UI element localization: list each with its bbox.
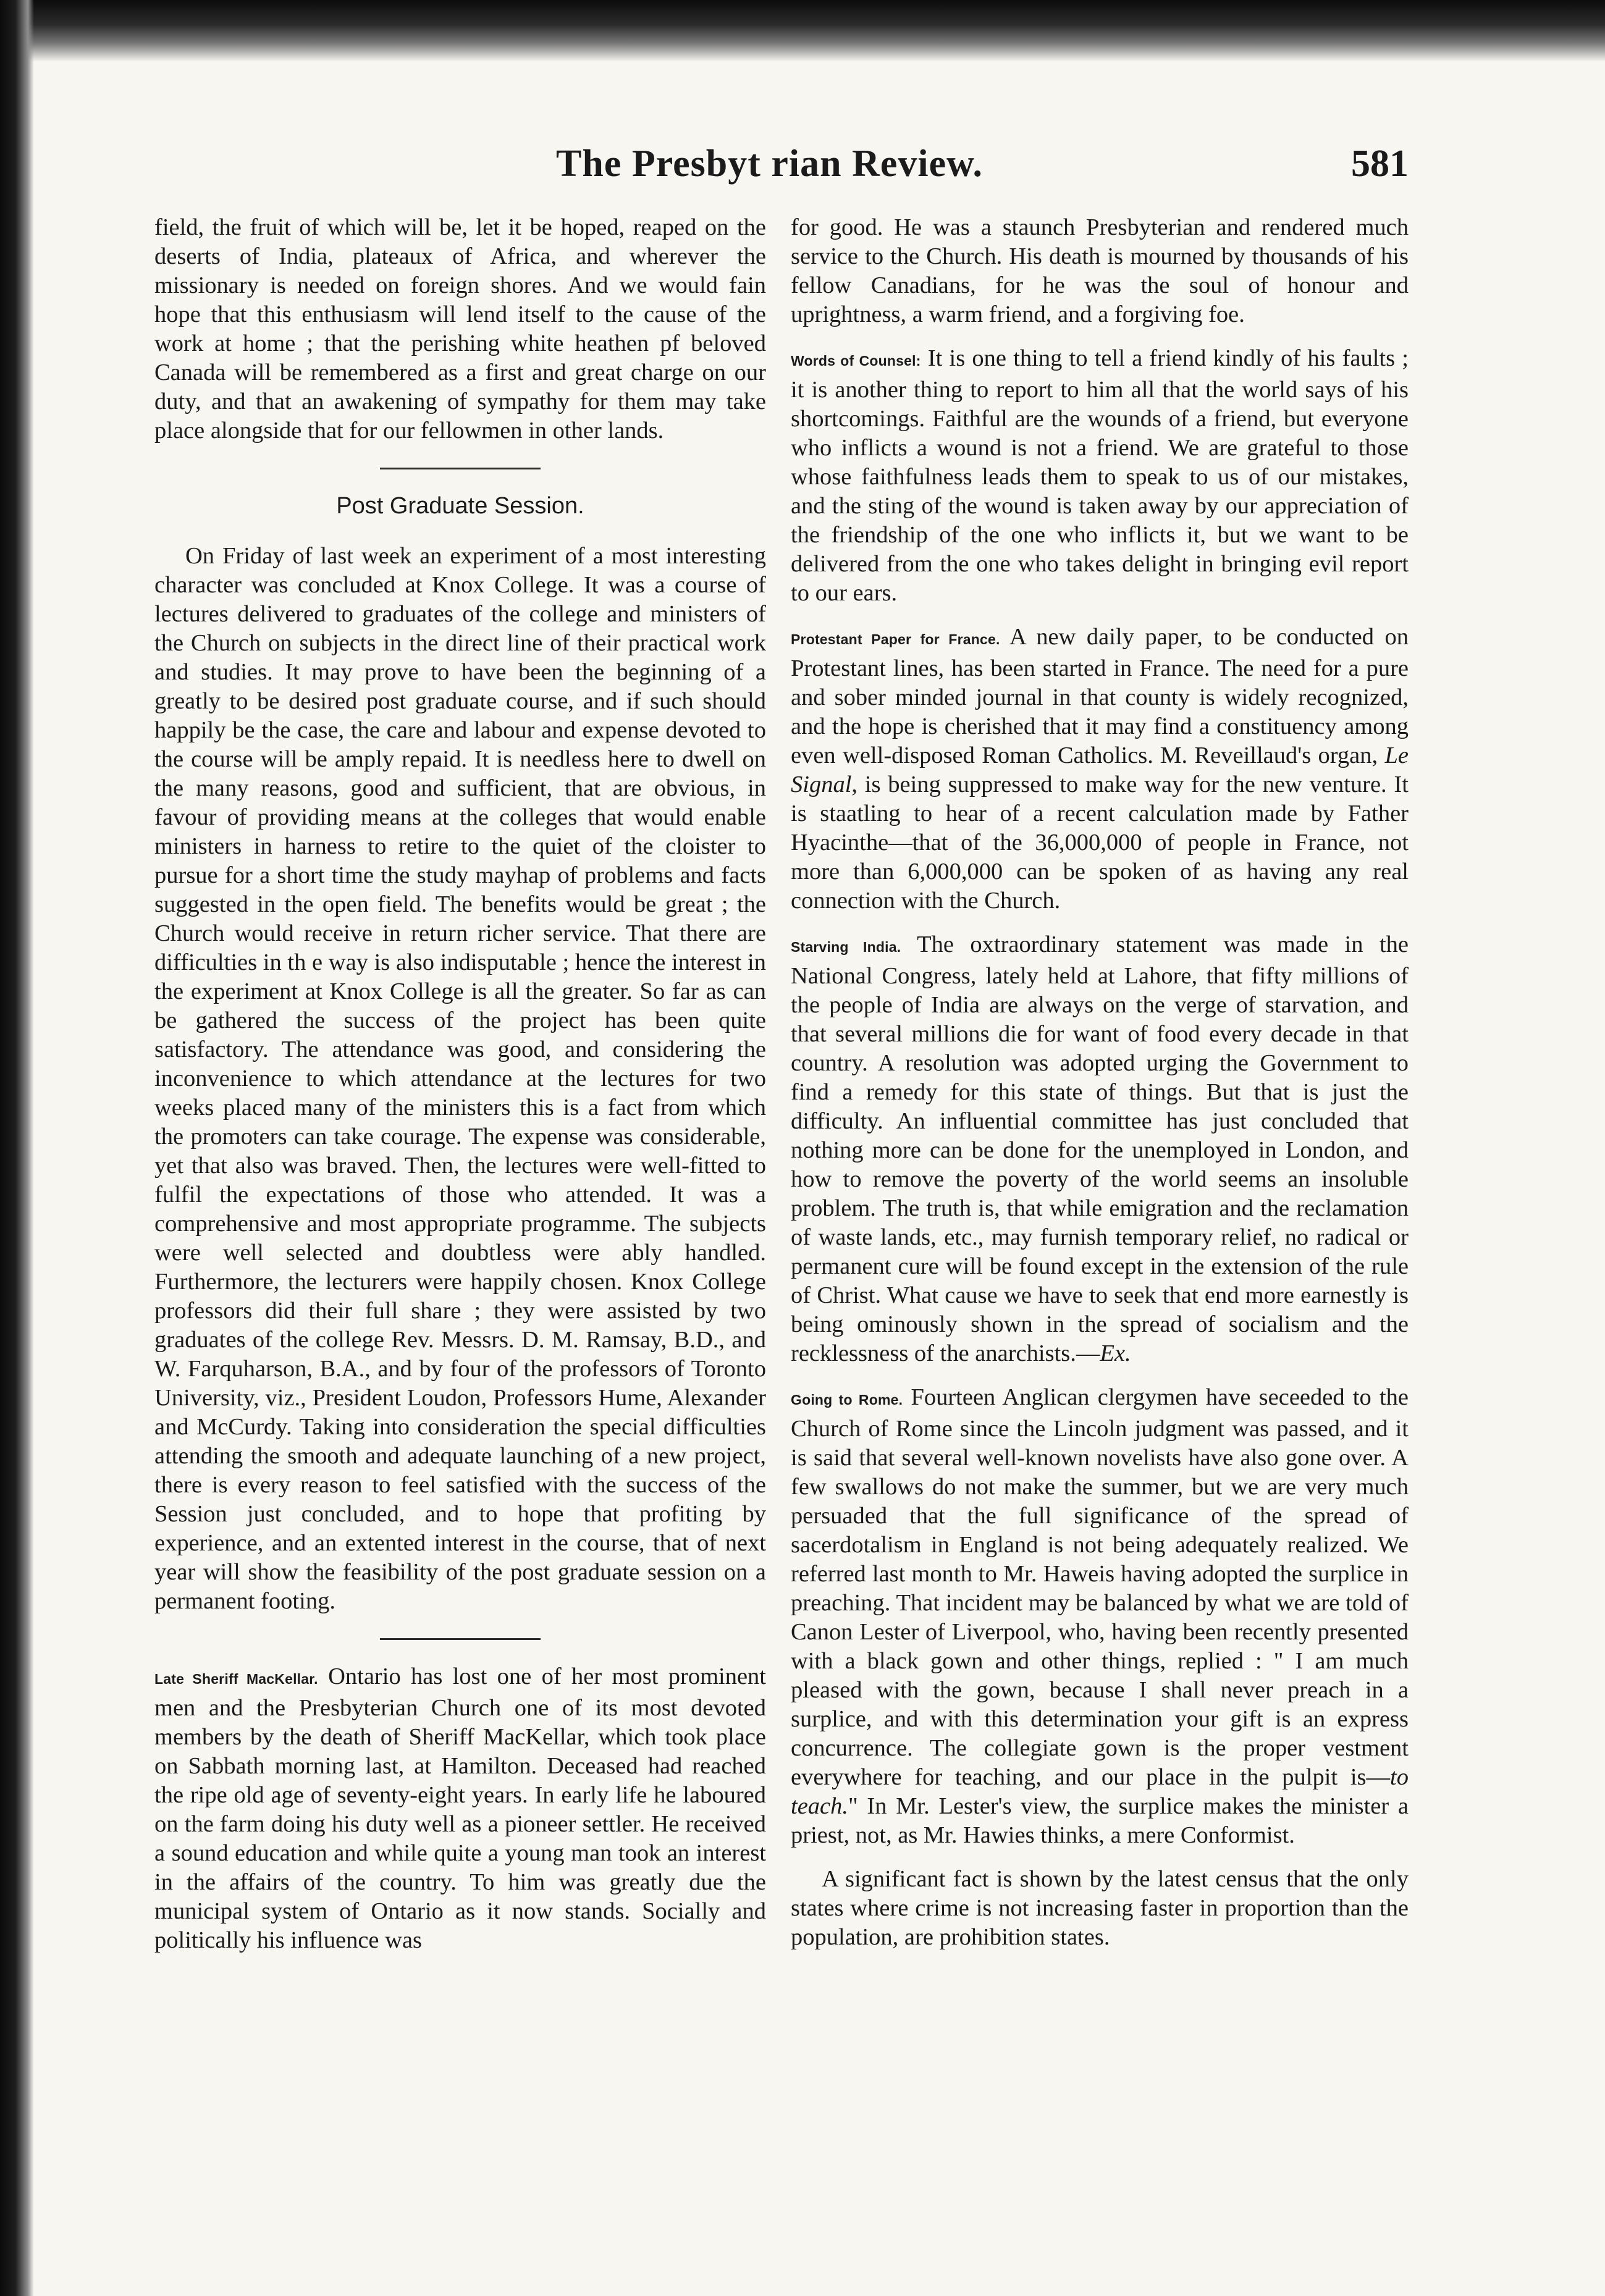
paragraph-paper <box>791 623 1409 915</box>
paragraph-census: A significant fact is shown by the latest census that the only states where crime is not increasing faster in proportion than the population, are prohibition states. <box>791 1866 1409 1950</box>
scan-edge-top <box>0 0 1605 62</box>
paragraph-rome <box>791 1383 1409 1850</box>
paragraph-missions: field, the fruit of which will be, let it be hoped, reaped on the deserts of India, plateaux of Africa, and wherever the missionary is needed on foreign shores. And we would fain hope that this enthusiasm will lend itself to the cause of the work at home ; that the perishing white heathen pf beloved Canada will be remembered as a first and great charge on our duty, and that an awakening of sympathy for them may take place alongside that for our fellowmen in other lands. <box>154 214 766 444</box>
paragraph-india-source: Ex. <box>1100 1340 1131 1366</box>
paragraph-india-text: The oxtraordinary statement was made in the National Congress, lately held at Lahore, that fifty millions of the people of India are always on the verge of starvation, and that several millions die for want of food every decade in that country. A resolution was adopted urging the Government to find a remedy for this state of things. But that is just the difficulty. An influential committee has just concluded that nothing more can be done for the unemployed in London, and how to remove the poverty of the world seems an insoluble problem. The truth is, that while emigration and the reclamation of waste lands, etc., may furnish temporary relief, no radical or permanent cure will be found except in the extension of the rule of Christ. What cause we have to seek that end more earnestly is being ominously shown in the spread of socialism and the recklessness of the anarchists.— <box>791 931 1409 1366</box>
left-column <box>154 213 766 1970</box>
paragraph-post-graduate: On Friday of last week an experiment of a most interesting character was concluded at Knox College. It was a course of lectures delivered to graduates of the college and ministers of the Church on subjects in the direct line of their practical work and studies. It may prove to have been the beginning of a greatly to be desired post graduate course, and if such should happily be the case, the care and labour and expense devoted to the course will be amply repaid. It is needless here to dwell on the many reasons, good and sufficient, that are obvious, in favour of providing means at the colleges that would enable ministers in harness to retire to the quiet of the cloister to pursue for a short time the study mayhap of problems and facts suggested in the open field. The benefits would be great ; the Church would receive in return richer service. That there are difficulties in th e way is also indisputable ; hence the interest in the experiment at Knox College is all the greater. So far as can be gathered the success of the project has been quite satisfactory. The attendance was good, and considering the inconvenience to which attendance at the lectures for two weeks placed many of the ministers this is a fact from which the promoters can take courage. The expense was considerable, yet that also was braved. Then, the lectures were well-fitted to fulfil the expectations of those who attended. It was a comprehensive and most appropriate programme. The subjects were well selected and doubtless were ably handled. Furthermore, the lecturers were happily chosen. Knox College professors did their full share ; they were assisted by two graduates of the college Rev. Messrs. D. M. Ramsay, B.D., and W. Farquharson, B.A., and by four of the professors of Toronto University, viz., President Loudon, Professors Hume, Alexander and McCurdy. Taking into consideration the special difficulties attending the smooth and adequate launching of a new project, there is every reason to feel satisfied with the success of the Session just concluded, and to hope that profiting by experience, and an extented interest in the course, that of next year will show the feasibility of the post graduate session on a permanent footing. <box>154 543 766 1614</box>
paragraph-rome-text-a: Fourteen Anglican clergymen have seceeded to the Church of Rome since the Lincoln judgment was passed, and it is said that several well-known novelists have also gone over. A few swallows do not make the summer, but we are very much persuaded that the full significance of the spread of sacerdotalism in England is not being adequately realized. We referred last month to Mr. Haweis having adopted the surplice in preaching. That incident may be balanced by what we are told of Canon Lester of Liverpool, who, having been recently presented with a black gown and other things, replied : " I am much pleased with the gown, because I shall never preach in a surplice, and with this determination your gift is an express concurrence. The collegiate gown is the proper vestment everywhere for teaching, and our place in the pulpit is— <box>791 1384 1409 1790</box>
scan-edge-left <box>0 0 34 2296</box>
paragraph-paper-text-a: A new daily paper, to be conducted on Protestant lines, has been started in France. The need for a pure and sober minded journal in that county is widely recognized, and the hope is cherished that it may find a constituency among even well-disposed Roman Catholics. M. Reveillaud's organ, <box>791 624 1409 768</box>
paragraph-paper-text-b: , is being suppressed to make way for the new venture. It is staatling to hear of a recent calculation made by Father Hyacinthe—that of the 36,000,000 of people in France, not more than 6,000,000 can be spoken of as having any real connection with the Church. <box>791 772 1409 914</box>
sidehead-paper: Protestant Paper for France. <box>791 631 1000 647</box>
right-column <box>791 213 1409 1967</box>
paragraph-rome-italic: to teach. <box>791 1764 1409 1819</box>
section-divider <box>380 468 541 469</box>
sidehead-mackellar: Late Sheriff MacKellar. <box>154 1671 318 1687</box>
page-number: 581 <box>1351 143 1409 185</box>
section-divider <box>380 1638 541 1640</box>
sidehead-counsel: Words of Counsel: <box>791 353 921 369</box>
paragraph-rome-text-b: " In Mr. Lester's view, the surplice makes the minister a priest, not, as Mr. Hawies thinks, a mere Conformist. <box>791 1793 1409 1848</box>
paragraph-mackellar-text: Ontario has lost one of her most prominent men and the Presbyterian Church one of its most devoted members by the death of Sheriff MacKellar, which took place on Sabbath morning last, at Hamilton. Deceased had reached the ripe old age of seventy-eight years. In early life he laboured on the farm doing his duty well as a pioneer settler. He received a sound education and while quite a young man took an interest in the affairs of the country. To him was greatly due the municipal system of Ontario as it now stands. Socially and politically his influence was <box>154 1663 766 1953</box>
paragraph-counsel <box>791 344 1409 608</box>
paragraph-mackellar-continued: for good. He was a staunch Presbyterian and rendered much service to the Church. His death is mourned by thousands of his fellow Canadians, for he was the soul of honour and uprightness, a warm friend, and a forgiving foe. <box>791 214 1409 327</box>
running-title: The Presbyt rian Review. <box>556 143 984 185</box>
paragraph-paper-italic: Le Signal <box>791 742 1409 797</box>
section-heading-post-graduate: Post Graduate Session. <box>336 493 584 519</box>
sidehead-rome: Going to Rome. <box>791 1392 903 1408</box>
sidehead-india: Starving India. <box>791 939 901 955</box>
paragraph-mackellar <box>154 1662 766 1955</box>
paragraph-counsel-text: It is one thing to tell a friend kindly of his faults ; it is another thing to report to him all that the world says of his shortcomings. Faithful are the wounds of a friend, but everyone who inflicts a wound is not a friend. We are grateful to those whose faithfulness leads them to speak to us of our mistakes, and the sting of the wound is taken away by our appreciation of the friendship of the one who inflicts it, but we want to be delivered from the one who takes delight in bringing evil report to our ears. <box>791 345 1409 606</box>
paragraph-india <box>791 930 1409 1368</box>
page-header <box>154 142 1409 204</box>
